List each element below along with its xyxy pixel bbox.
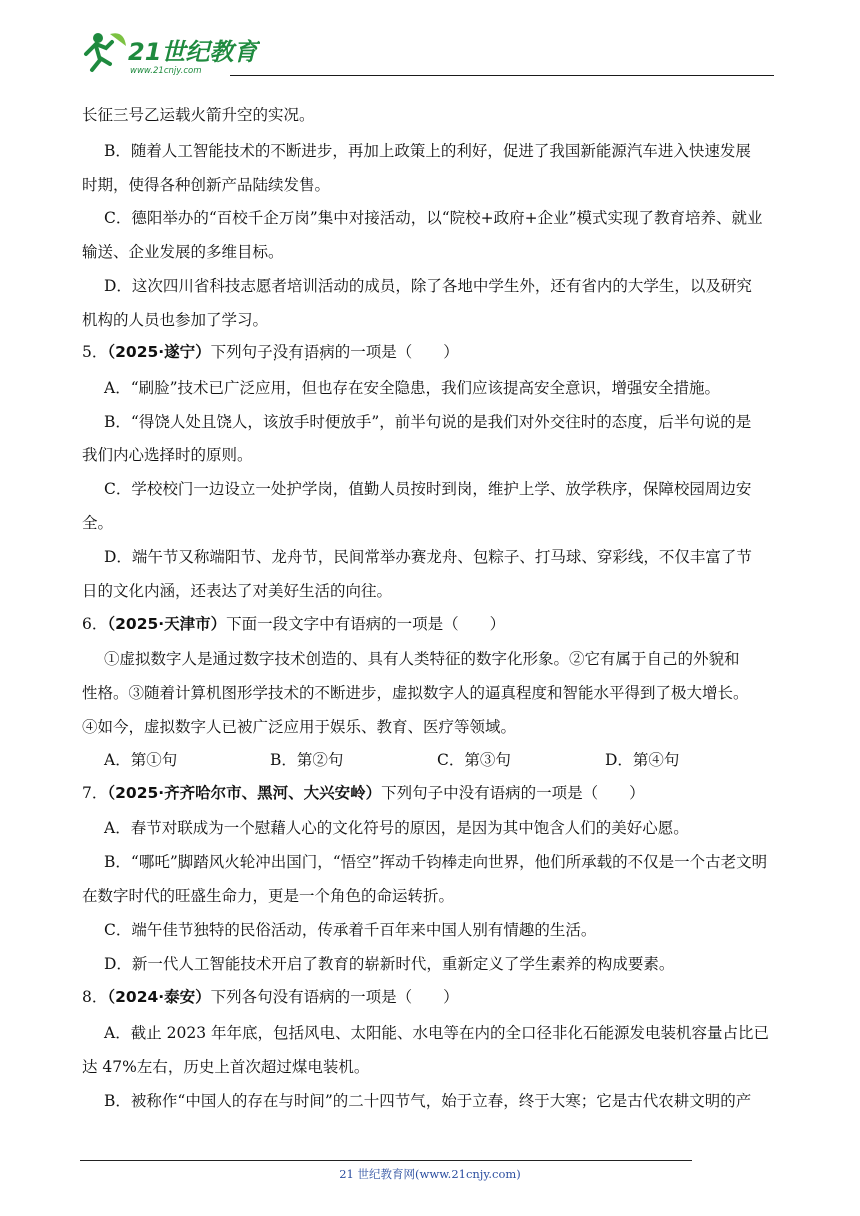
option-c: C．学校校门一边设立一处护学岗，值勤人员按时到岗，维护上学、放学秩序，保障校园周边安 (104, 480, 752, 498)
option-d: D．第④句 (605, 751, 680, 769)
option-b: B．第②句 (270, 751, 344, 769)
option-b: B．“哪吒”脚踏风火轮冲出国门，“悟空”挥动千钧棒走向世界，他们所承载的不仅是一个古老文明 (104, 853, 768, 871)
text-line: 时期，使得各种创新产品陆续发售。 (82, 176, 331, 194)
question-stem-end: 的一项是（ ） (334, 343, 459, 361)
question-7: 7．（2025·齐齐哈尔市、黑河、大兴安岭）下列句子中没有语病的一项是（ ） (82, 784, 645, 802)
text-line: 长征三号乙运载火箭升空的实况。 (82, 106, 315, 124)
question-source: （2025·齐齐哈尔市、黑河、大兴安岭） (107, 784, 382, 802)
text-line: 我们内心选择时的原则。 (82, 446, 253, 464)
option-a: A．截止 2023 年年底，包括风电、太阳能、水电等在内的全口径非化石能源发电装机容量占比已 (104, 1024, 769, 1042)
header-rule (230, 75, 774, 76)
text-line: 全。 (82, 514, 114, 532)
question-6: 6．（2025·天津市）下面一段文字中有语病的一项是（ ） (82, 615, 506, 633)
page-header (80, 28, 774, 78)
text-line: 机构的人员也参加了学习。 (82, 311, 269, 329)
logo-url: www.21cnjy.com (130, 66, 202, 76)
option-a: A．春节对联成为一个慰藉人心的文化符号的原因，是因为其中饱含人们的美好心愿。 (104, 819, 689, 837)
option-c: C．端午佳节独特的民俗活动，传承着千百年来中国人别有情趣的生活。 (104, 921, 597, 939)
question-stem: 下列各句没有语病的一项是（ ） (210, 988, 459, 1006)
logo-text: 21世纪教育 (128, 38, 258, 66)
passage-line: ④如今，虚拟数字人已被广泛应用于娱乐、教育、医疗等领域。 (82, 718, 517, 736)
option-d: D．这次四川省科技志愿者培训活动的成员，除了各地中学生外，还有省内的大学生，以及研究 (104, 277, 752, 295)
logo-21cnjy (80, 28, 260, 76)
question-number: 8 (82, 988, 92, 1006)
footer-rule (80, 1160, 692, 1161)
option-d: D．新一代人工智能技术开启了教育的崭新时代，重新定义了学生素养的构成要素。 (104, 955, 675, 973)
option-c: C．德阳举办的“百校千企万岗”集中对接活动，以“院校+政府+企业”模式实现了教育培养、就业 (104, 209, 763, 227)
text-line: 日的文化内涵，还表达了对美好生活的向往。 (82, 582, 393, 600)
question-5: 5．（2025·遂宁）下列句子没有语病 · · · ·的一项是（ ） (82, 340, 459, 362)
text-line: 输送、企业发展的多维目标。 (82, 243, 284, 261)
option-d: D．端午节又称端阳节、龙舟节，民间常举办赛龙舟、包粽子、打马球、穿彩线，不仅丰富了节 (104, 548, 752, 566)
question-source: （2025·遂宁） (107, 343, 211, 361)
question-number: 5 (82, 343, 92, 361)
passage-line: ①虚拟数字人是通过数字技术创造的、具有人类特征的数字化形象。②它有属于自己的外貌和 (104, 650, 740, 668)
question-stem: 下列句子 (210, 343, 273, 361)
option-a: A．第①句 (104, 751, 178, 769)
question-source: （2024·泰安） (107, 988, 211, 1006)
question-source: （2025·天津市） (107, 615, 227, 633)
option-b: B．随着人工智能技术的不断进步，再加上政策上的利好，促进了我国新能源汽车进入快速发展 (104, 142, 751, 160)
text-line: 在数字时代的旺盛生命力，更是一个角色的命运转折。 (82, 887, 455, 905)
option-c: C．第③句 (437, 751, 511, 769)
question-8: 8．（2024·泰安）下列各句没有语病的一项是（ ） (82, 988, 459, 1006)
passage-line: 性格。③随着计算机图形学技术的不断进步，虚拟数字人的逼真程度和智能水平得到了极大增长。 (82, 684, 749, 702)
question-stem: 下面一段文字中有语病的一项是（ ） (226, 615, 506, 633)
text-line: 达 47%左右，历史上首次超过煤电装机。 (82, 1058, 370, 1076)
option-b: B．被称作“中国人的存在与时间”的二十四节气，始于立春，终于大寒；它是古代农耕文明的产 (104, 1092, 752, 1110)
question-stem: 下列句子中没有语病的一项是（ ） (381, 784, 645, 802)
question-number: 6 (82, 615, 92, 633)
page-footer: 21 世纪教育网(www.21cnjy.com) (339, 1167, 521, 1181)
question-number: 7 (82, 784, 92, 802)
emphasis-dots-text: 没有语病 · · · · (273, 340, 335, 362)
option-b: B．“得饶人处且饶人，该放手时便放手”，前半句说的是我们对外交往时的态度，后半句说的是 (104, 413, 752, 431)
option-a: A．“刷脸”技术已广泛应用，但也存在安全隐患，我们应该提高安全意识，增强安全措施。 (104, 379, 721, 397)
